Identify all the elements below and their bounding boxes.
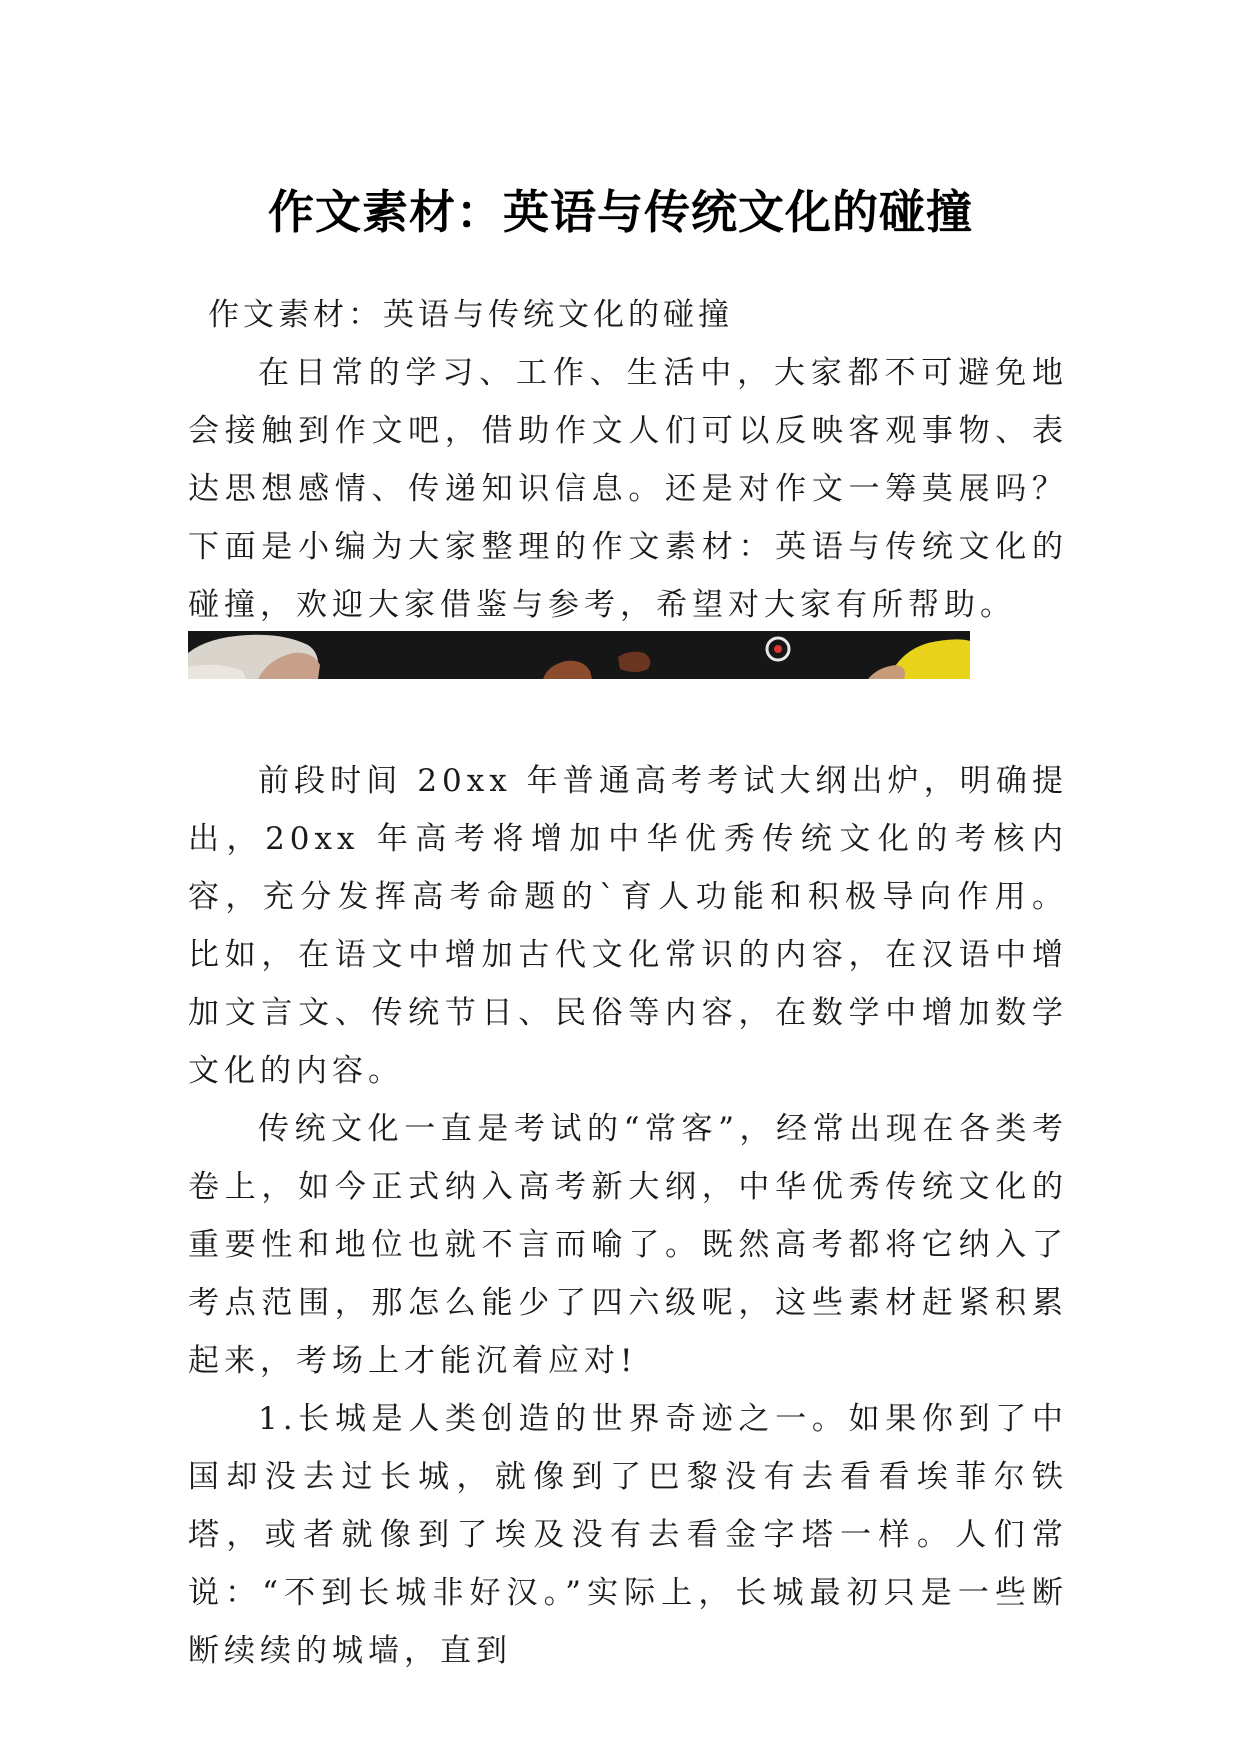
banner-photo-graphic bbox=[188, 631, 970, 679]
paragraph-1: 前段时间 20xx 年普通高考考试大纲出炉，明确提出，20xx 年高考将增加中华优秀传统文化的考核内容，充分发挥高考命题的`育人功能和积极导向作用。比如，在语文中增加古代文化常识的内容，在汉语中增加文言文、传统节日、民俗等内容，在数学中增加数学文化的内容。 bbox=[188, 763, 1068, 1089]
document-title: 作文素材：英语与传统文化的碰撞 bbox=[268, 184, 973, 239]
paragraph-2: 传统文化一直是考试的“常客”，经常出现在各类考卷上，如今正式纳入高考新大纲，中华优秀传统文化的重要性和地位也就不言而喻了。既然高考都将它纳入了考点范围，那怎么能少了四六级呢，这些素材赶紧积累起来，考场上才能沉着应对! bbox=[188, 1111, 1068, 1379]
paragraph-3: 1.长城是人类创造的世界奇迹之一。如果你到了中国却没去过长城，就像到了巴黎没有去看看埃菲尔铁塔，或者就像到了埃及没有去看金字塔一样。人们常说：“不到长城非好汉。”实际上，长城最初只是一些断断续续的城墙，直到 bbox=[188, 1401, 1068, 1669]
main-section bbox=[188, 752, 1068, 1680]
intro-section bbox=[188, 344, 1068, 634]
banner-photo bbox=[188, 631, 970, 679]
intro-paragraph: 在日常的学习、工作、生活中，大家都不可避免地会接触到作文吧，借助作文人们可以反映客观事物、表达思想感情、传递知识信息。还是对作文一筹莫展吗？下面是小编为大家整理的作文素材：英语与传统文化的碰撞，欢迎大家借鉴与参考，希望对大家有所帮助。 bbox=[188, 355, 1068, 623]
document-subtitle: 作文素材：英语与传统文化的碰撞 bbox=[208, 297, 733, 333]
